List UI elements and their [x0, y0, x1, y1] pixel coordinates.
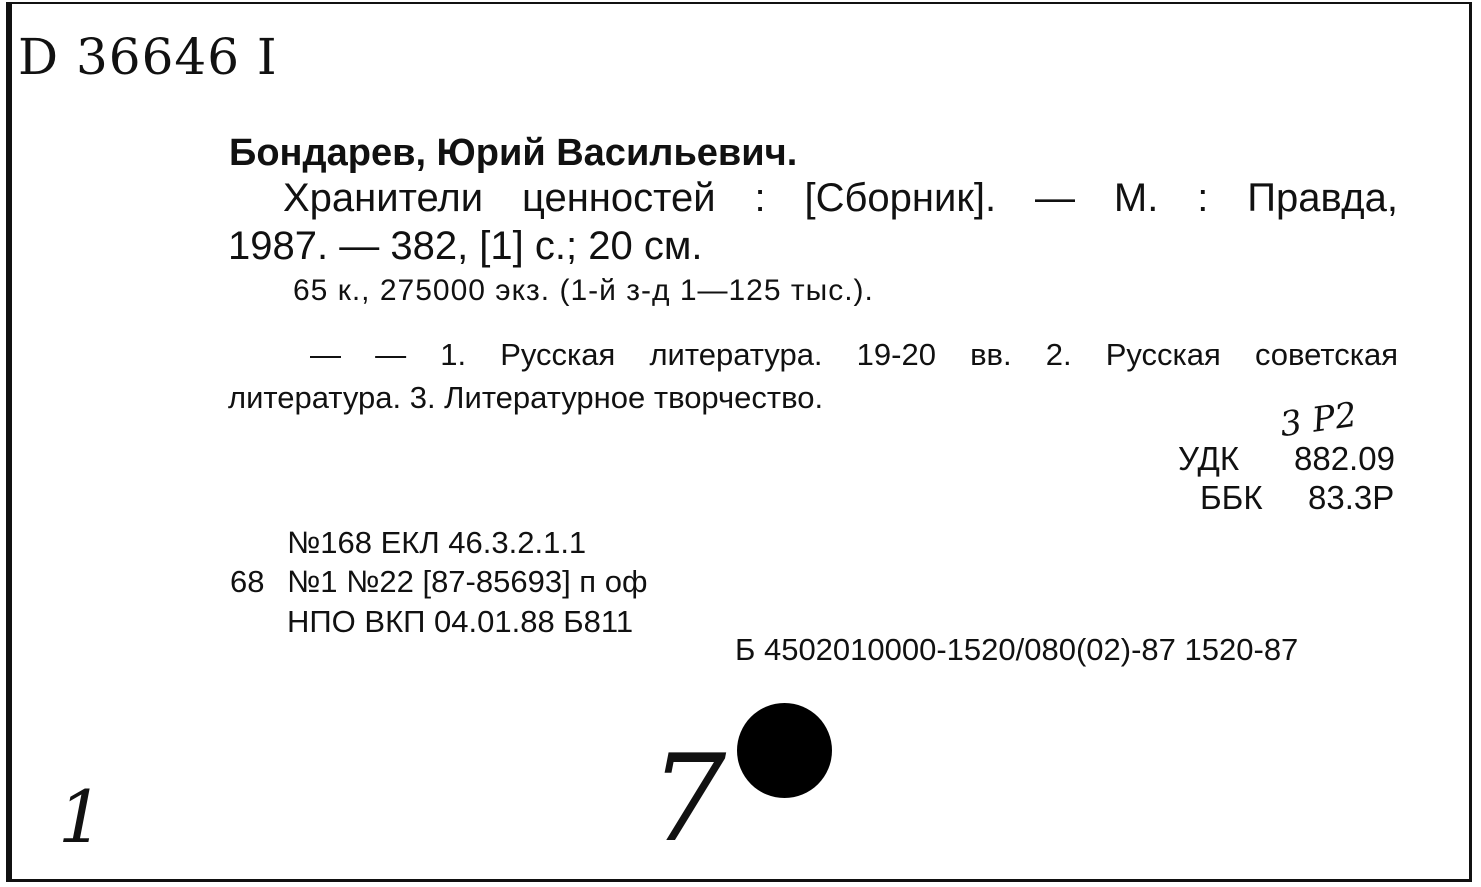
- call-number: D 36646 I: [18, 28, 278, 86]
- isbn-code: Б 4502010000-1520/080(02)-87 1520-87: [735, 632, 1299, 667]
- record-line-1: №168 ЕКЛ 46.3.2.1.1: [287, 525, 587, 560]
- handwritten-udk-note: 3 Р2: [1277, 394, 1360, 446]
- subjects-line-1: — — 1. Русская литература. 19-20 вв. 2. Русская советская: [310, 337, 1398, 372]
- price-line: 65 к., 275000 экз. (1-й з-д 1—125 тыс.).: [293, 274, 874, 307]
- bbk-value: 83.3Р: [1308, 479, 1395, 516]
- title-line-1: Хранители ценностей : [Сборник]. — М. : Правда,: [283, 176, 1398, 220]
- record-line-2: №1 №22 [87-85693] п оф: [287, 564, 648, 599]
- handwritten-corner-number: 1: [58, 775, 104, 859]
- record-line-3: НПО ВКП 04.01.88 Б811: [287, 604, 634, 639]
- udk-label: УДК: [1178, 440, 1240, 477]
- record-prefix: 68: [230, 564, 265, 599]
- handwritten-mark: 7: [650, 730, 727, 869]
- author-heading: Бондарев, Юрий Васильевич.: [229, 132, 798, 174]
- title-line-2: 1987. — 382, [1] с.; 20 см.: [228, 224, 703, 268]
- punch-hole: [737, 703, 832, 798]
- udk-value: 882.09: [1294, 440, 1395, 477]
- bbk-label: ББК: [1200, 479, 1263, 516]
- subjects-line-2: литература. 3. Литературное творчество.: [228, 380, 824, 415]
